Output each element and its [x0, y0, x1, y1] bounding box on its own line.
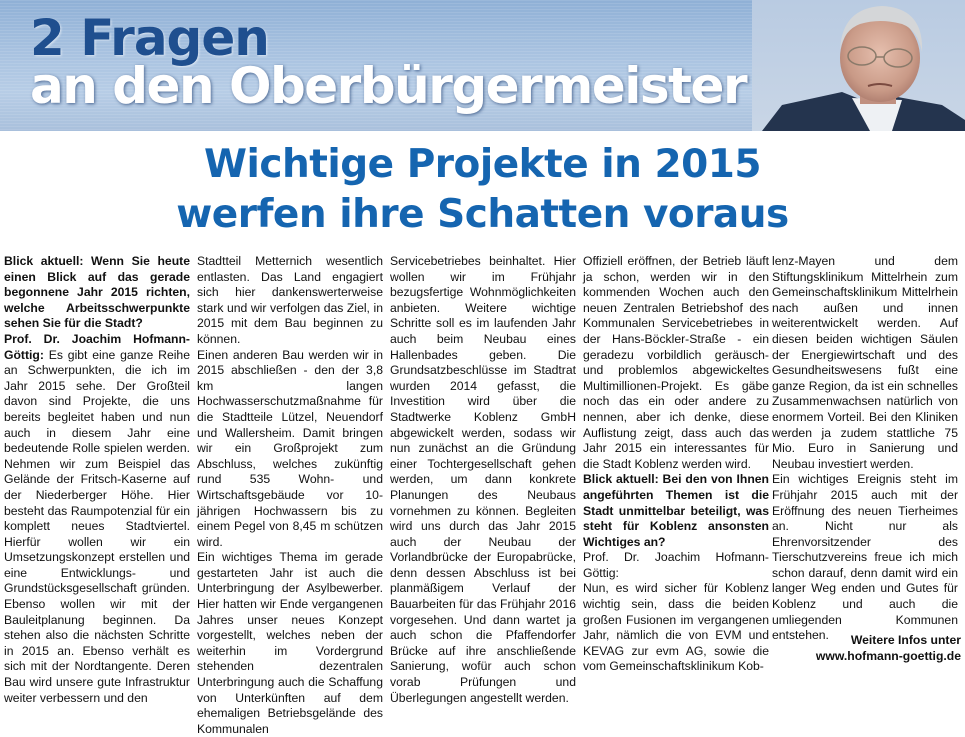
paragraph: Ein wichtiges Ereignis steht im Frühjahr 2015 auch mit der Eröffnung des neuen Tierheimes an. Nicht nur als Ehrenvorsitzender des Tierschutzvereins freue ich mich schon darauf, denn damit wird ein langer Weg enden und Gutes für Koblenz und auch die umliegenden Kommunen entstehen.	[772, 472, 958, 643]
answer-1-start	[4, 332, 190, 706]
paragraph: Stadtteil Metternich wesentlich entlasten. Das Land engagiert sich hier dankenswerterweise stark und wir verfolgen das Ziel, in 2015 mit dem Bau beginnen zu können.	[197, 254, 383, 346]
article-headline	[0, 140, 965, 240]
headline-line1: Wichtige Projekte in 2015	[203, 142, 762, 187]
question-2: Blick aktuell: Bei den von Ihnen angeführten Themen ist die Stadt unmittelbar beteiligt, was steht für Koblenz ansonsten Wichtiges an?	[583, 472, 769, 549]
further-info-label: Weitere Infos unter	[850, 633, 961, 647]
banner-title-line1: 2 Fragen	[30, 9, 269, 67]
article-column-1	[4, 254, 190, 706]
mayor-portrait-photo	[752, 0, 965, 131]
answer-1-text: Es gibt eine ganze Reihe an Schwerpunkten, die ich im Jahr 2015 sehe. Der Großteil davon sind Projekte, die uns bereits begleitet haben und nun auch in diesem Jahr eine bedeutende Rolle spielen werden. Nehmen wir zum Beispiel das Gelände der Fritsch-Kaserne auf der Niederberger Höhe. Hier besteht das Raumpotenzial für ein komplett neues Stadtviertel. Hierfür wollen wir ein Umsetzungskonzept erstellen und eine Entwicklungs- und Grundstücksgesellschaft gründen. Ebenso wollen wir mit der Bauleitplanung beginnen. Da stehen also die nächsten Schritte in 2015 an. Ebenso verhält es sich mit der Nordtangente. Deren Bau wird unsere gute Infrastruktur weiter verbessern und den	[4, 347, 190, 705]
website-link[interactable]: www.hofmann-goettig.de	[815, 649, 961, 663]
article-column-5	[772, 254, 958, 644]
paragraph: Servicebetriebes beinhaltet. Hier wollen wir im Frühjahr bezugsfertige Wohnmöglichkeiten anbieten. Weitere wichtige Schritte soll es im laufenden Jahr auch beim Neubau eines Hallenbades geben. Die Grundsatzbeschlüsse im Stadtrat wurden 2014 gefasst, die Investition wird über die Stadtwerke Koblenz GmbH abgewickelt werden, sodass wir nun zunächst an die Gründung einer Tochtergesellschaft gehen werden, um dann konkrete Planungen des Neubaus vornehmen zu können. Begleiten wird uns durch das Jahr 2015 auch der Neubau der Vorlandbrücke der Europabrücke, denn dessen Abschluss ist bei planmäßigem Verlauf der Bauarbeiten für das Frühjahr 2016 vorgesehen. Und dann wartet ja auch schon die Pfaffendorfer Brücke auf ihre anschließende Sanierung, wofür auch schon vorab Prüfungen und Überlegungen angestellt werden.	[390, 254, 576, 705]
article-column-2	[197, 254, 383, 737]
paragraph: Ein wichtiges Thema im gerade gestarteten Jahr ist auch die Unterbringung der Asylbewerber. Hier hatten wir Ende vergangenen Jahres unser neues Konzept vorgestellt, welches neben der weiterhin im Vordergrund stehenden dezentralen Unterbringung auch die Schaffung von Unterkünften auf dem ehemaligen Betriebsgelände des Kommunalen	[197, 550, 383, 736]
banner-title-line2: an den Oberbürgermeister	[30, 57, 747, 115]
further-info	[816, 632, 961, 664]
portrait-photo-icon	[752, 0, 965, 131]
article-body	[4, 254, 962, 736]
article-column-3	[390, 254, 576, 706]
question-1	[4, 254, 190, 332]
question-1-text: Blick aktuell: Wenn Sie heute einen Blick auf das gerade begonnene Jahr 2015 richten, welche Arbeitsschwerpunkte sehen Sie für die Stadt?	[4, 254, 190, 331]
paragraph: Nun, es wird sicher für Koblenz wichtig sein, dass die beiden großen Fusionen im vergangenen Jahr, nämlich die von EVM und KEVAG zur evm AG, sowie die vom Gemeinschaftsklinikum Kob-	[583, 581, 769, 674]
headline-line2: werfen ihre Schatten voraus	[176, 192, 789, 237]
paragraph: Offiziell eröffnen, der Betrieb läuft ja schon, werden wir in den kommenden Wochen auch den neuen Zentralen Betriebshof des Kommunalen Servicebetriebes in der Hans-Böckler-Straße - ein geradezu vorbildlich geräusch- und problemlos abgewickeltes Multimillionen-Projekt. Es gäbe noch das ein oder andere zu nennen, aber ich denke, diese Auflistung zeigt, dass auch das Jahr 2015 ein interessantes für die Stadt Koblenz werden wird.	[583, 254, 769, 471]
answer-speaker-2: Prof. Dr. Joachim Hofmann-Göttig:	[583, 550, 769, 580]
paragraph: lenz-Mayen und dem Stiftungsklinikum Mittelrhein zum Gemeinschaftsklinikum Mittelrhein nach außen und innen weiterentwickelt werden. Auf diesen beiden wichtigen Säulen der Energiewirtschaft und des Gesundheitswesens fußt eine ganze Region, da ist ein schnelles Zusammenwachsen natürlich von enormem Vorteil. Bei den Kliniken werden ja zudem stattliche 75 Mio. Euro in Sanierung und Neubau investiert werden.	[772, 254, 958, 471]
article-column-4	[583, 254, 769, 675]
header-banner	[0, 0, 965, 131]
paragraph: Einen anderen Bau werden wir in 2015 abschließen - den der 3,8 km langen Hochwasserschutzmaßnahme für die Stadtteile Lützel, Neuendorf und Wallersheim. Damit bringen wir ein Großprojekt zum Abschluss, welches zukünftig rund 535 Wohn- und Wirtschaftsgebäude vor 10-jährigen Hochwassern bis zu einem Pegel von 8,45 m schützen wird.	[197, 347, 383, 549]
answer-speaker: Prof. Dr. Joachim Hofmann-Göttig:	[4, 331, 190, 362]
